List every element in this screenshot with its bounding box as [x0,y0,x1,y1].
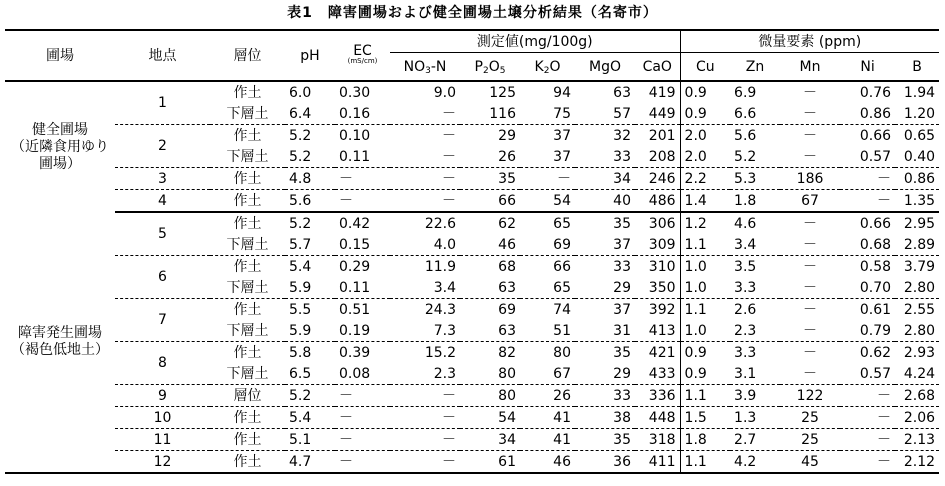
cao-cell: 306 [635,212,680,234]
mn-cell: － [780,277,840,299]
ni-cell: 0.62 [859,344,892,361]
b-cell: 2.68 [895,385,939,407]
mgo-cell: 35 [575,429,635,451]
mgo-cell: 35 [613,215,631,232]
b-cell: 2.55 [903,301,936,318]
zn-cell: 2.6 [734,301,757,318]
mgo-cell: 33 [575,146,635,168]
table-row [5,81,939,103]
header-measured: 測定値(mg/100g) [390,30,680,53]
b-cell: 2.95 [903,215,936,232]
k2o-cell: 46 [553,453,571,470]
mgo-cell: 31 [575,320,635,342]
table-row [5,125,939,147]
b-cell: 2.89 [895,234,939,256]
ni-cell: 0.76 [859,84,892,101]
b-cell: 0.65 [903,127,936,144]
table-title: 表1 障害圃場および健全圃場土壌分析結果（名寄市） [287,5,658,21]
cu-cell: 1.8 [680,429,730,451]
layer-cell: 作土 [233,84,262,101]
cao-cell: 350 [635,277,680,299]
site-cell: 2 [115,125,210,168]
ec-cell: 0.30 [339,84,371,101]
table-row [5,385,939,407]
b-cell: 3.79 [903,258,936,275]
site-cell: 10 [115,407,210,429]
table-row [5,407,939,429]
field-group-line: （近隣食用ゆり [11,138,109,155]
p2o5-cell: 46 [460,234,520,256]
mn-cell: － [780,146,840,168]
cu-cell: 0.9 [680,103,730,125]
zn-cell: 1.3 [730,407,780,429]
layer-cell: 作土 [210,168,285,190]
no3-cell: － [390,168,460,190]
header-ni: Ni [840,53,895,82]
mgo-cell: 34 [575,168,635,190]
p2o5-cell: 61 [498,453,516,470]
mn-cell: － [803,84,818,101]
no3-cell: 24.3 [424,301,456,318]
ec-cell: 0.16 [335,103,390,125]
table-row [5,256,939,278]
ph-cell: 5.6 [285,190,335,213]
zn-cell: 6.9 [734,84,757,101]
k2o-cell: 37 [553,127,571,144]
layer-cell: 作土 [233,453,262,470]
mgo-cell: 37 [575,234,635,256]
b-cell: 4.24 [895,363,939,385]
mn-cell: － [803,215,818,232]
zn-cell: 3.1 [730,363,780,385]
ec-cell: － [335,407,390,429]
cu-cell: 1.1 [684,453,707,470]
ph-cell: 6.5 [285,363,335,385]
k2o-cell: 26 [520,385,575,407]
no3-cell: － [390,190,460,213]
mgo-cell: 40 [575,190,635,213]
site-cell: 6 [115,256,210,299]
p2o5-cell: 63 [460,320,520,342]
p2o5-cell: 116 [460,103,520,125]
no3-cell: － [390,146,460,168]
site-cell: 4 [115,190,210,213]
cao-cell: 413 [635,320,680,342]
cu-cell: 1.4 [680,190,730,213]
field-group-line: （褐色低地土） [11,342,109,358]
b-cell: 2.12 [903,453,936,470]
cao-cell: 392 [635,299,680,321]
ph-cell: 5.7 [285,234,335,256]
layer-cell: 下層土 [210,320,285,342]
no3-cell: － [390,103,460,125]
p2o5-cell: 69 [498,301,516,318]
ec-cell: － [335,385,390,407]
no3-cell: － [442,127,456,144]
ni-cell: 0.79 [840,320,895,342]
cu-cell: 0.9 [680,363,730,385]
ni-cell: － [840,190,895,213]
mgo-cell: 29 [575,363,635,385]
cu-cell: 0.9 [684,84,707,101]
layer-cell: 下層土 [210,146,285,168]
no3-cell: 9.0 [433,84,456,101]
no3-cell: 2.3 [390,363,460,385]
layer-cell: 作土 [210,429,285,451]
no3-cell: － [390,385,460,407]
k2o-cell: 51 [520,320,575,342]
ph-cell: 5.2 [285,385,335,407]
mgo-cell: 32 [613,127,631,144]
ph-cell: 5.4 [289,258,312,275]
zn-cell: 6.6 [730,103,780,125]
mn-cell: － [780,103,840,125]
site-cell: 7 [115,299,210,342]
cao-cell: 310 [635,256,680,278]
mgo-cell: 33 [575,385,635,407]
field-group-label [5,81,115,212]
mgo-cell: 37 [613,301,631,318]
p2o5-cell: 26 [460,146,520,168]
layer-cell: 層位 [210,385,285,407]
header-cao: CaO [635,53,680,82]
site-cell: 5 [115,212,210,256]
cao-cell: 318 [635,429,680,451]
ph-cell: 4.7 [289,453,312,470]
p2o5-cell: 62 [498,215,516,232]
ec-cell: 0.11 [335,277,390,299]
ec-cell: － [335,168,390,190]
layer-cell: 作土 [233,344,262,361]
header-k2o: $K_2O$ [520,53,575,82]
header-site: 地点 [115,30,210,81]
header-layer: 層位 [210,30,285,81]
no3-cell: 22.6 [424,215,456,232]
header-ec [335,30,390,81]
ec-cell: － [339,453,353,470]
mn-cell: 25 [780,407,840,429]
ec-cell: 0.10 [339,127,371,144]
ni-cell: － [840,407,895,429]
cu-cell: 1.0 [684,258,707,275]
header-field: 圃場 [5,30,115,81]
k2o-cell: 69 [520,234,575,256]
k2o-cell: － [520,168,575,190]
layer-cell: 下層土 [210,277,285,299]
ec-cell: 0.11 [335,146,390,168]
ph-cell: 6.0 [289,84,312,101]
b-cell: 2.80 [895,277,939,299]
ni-cell: － [840,429,895,451]
ec-cell: 0.39 [339,344,371,361]
cu-cell: 1.1 [680,385,730,407]
ec-cell: 0.15 [335,234,390,256]
field-group-line: 圃場） [39,155,81,172]
site-cell: 1 [115,81,210,125]
no3-cell: 3.4 [390,277,460,299]
cu-cell: 1.0 [680,320,730,342]
cao-cell: 411 [635,451,680,474]
k2o-cell: 74 [553,301,571,318]
cao-cell: 448 [635,407,680,429]
field-group-line: 健全圃場 [32,121,88,138]
b-cell: 1.35 [895,190,939,213]
cao-cell: 419 [635,81,680,103]
header-cu: Cu [680,53,730,82]
cao-cell: 449 [635,103,680,125]
ec-cell: － [335,429,390,451]
cu-cell: 2.0 [684,127,707,144]
mgo-cell: 35 [613,344,631,361]
ph-cell: 6.4 [285,103,335,125]
zn-cell: 3.3 [730,277,780,299]
mgo-cell: 29 [575,277,635,299]
k2o-cell: 65 [520,277,575,299]
ph-cell: 5.4 [285,407,335,429]
k2o-cell: 65 [553,215,571,232]
k2o-cell: 66 [553,258,571,275]
site-cell: 11 [115,429,210,451]
no3-cell: 4.0 [390,234,460,256]
field-group-label [5,212,115,473]
ni-cell: 0.58 [859,258,892,275]
mn-cell: 25 [780,429,840,451]
zn-cell: 3.9 [730,385,780,407]
mn-cell: 186 [780,168,840,190]
layer-cell: 作土 [233,215,262,232]
table-row [5,429,939,451]
cao-cell: 433 [635,363,680,385]
mn-cell: 45 [801,453,819,470]
cu-cell: 1.1 [680,234,730,256]
b-cell: 0.86 [895,168,939,190]
zn-cell: 3.4 [730,234,780,256]
p2o5-cell: 82 [498,344,516,361]
cao-cell: 486 [635,190,680,213]
no3-cell: － [442,453,456,470]
table-row [5,342,939,364]
ni-cell: － [840,385,895,407]
cao-cell: 309 [635,234,680,256]
ni-cell: 0.57 [840,363,895,385]
mn-cell: － [780,320,840,342]
header-ec-unit: (mS/cm) [347,56,378,65]
table-row [5,190,939,213]
ec-cell: 0.08 [335,363,390,385]
cu-cell: 1.0 [680,277,730,299]
ph-cell: 5.8 [289,344,312,361]
mn-cell: － [780,234,840,256]
cao-cell: 201 [635,125,680,147]
table-row [5,212,939,234]
ec-cell: 0.19 [335,320,390,342]
mn-cell: － [803,301,818,318]
zn-cell: 4.2 [734,453,757,470]
zn-cell: 4.6 [734,215,757,232]
ni-cell: － [840,168,895,190]
k2o-cell: 54 [520,190,575,213]
k2o-cell: 37 [520,146,575,168]
k2o-cell: 75 [520,103,575,125]
b-cell: 2.80 [895,320,939,342]
ec-cell: 0.29 [339,258,371,275]
mgo-cell: 33 [613,258,631,275]
b-cell: 1.94 [903,84,936,101]
zn-cell: 1.8 [730,190,780,213]
ni-cell: 0.68 [840,234,895,256]
ni-cell: 0.66 [859,127,892,144]
mn-cell: － [803,344,818,361]
header-mn: Mn [780,53,840,82]
layer-cell: 作土 [233,301,262,318]
p2o5-cell: 80 [460,385,520,407]
site-cell: 9 [115,385,210,407]
no3-cell: － [390,407,460,429]
zn-cell: 3.5 [734,258,757,275]
k2o-cell: 67 [520,363,575,385]
ph-cell: 5.9 [285,277,335,299]
ec-cell: － [335,190,390,213]
layer-cell: 作土 [210,407,285,429]
ni-cell: － [877,453,892,470]
p2o5-cell: 63 [460,277,520,299]
k2o-cell: 80 [553,344,571,361]
layer-cell: 作土 [210,190,285,213]
ph-cell: 5.5 [289,301,312,318]
site-cell: 12 [153,453,172,470]
p2o5-cell: 34 [460,429,520,451]
p2o5-cell: 125 [489,84,516,101]
header-micro: 微量要素 (ppm) [680,30,939,53]
header-mgo: MgO [575,53,635,82]
mn-cell: 67 [780,190,840,213]
ph-cell: 5.9 [285,320,335,342]
soil-analysis-table [5,29,939,474]
table-row [5,299,939,321]
ph-cell: 5.2 [289,215,312,232]
mn-cell: － [803,258,818,275]
mgo-cell: 57 [575,103,635,125]
table-row [5,451,939,474]
b-cell: 1.20 [895,103,939,125]
k2o-cell: 41 [520,429,575,451]
ph-cell: 5.2 [285,146,335,168]
cu-cell: 2.0 [680,146,730,168]
header-ec-label: EC [353,42,372,59]
ec-cell: 0.51 [339,301,371,318]
ni-cell: 0.70 [840,277,895,299]
no3-cell: － [390,429,460,451]
layer-cell: 作土 [233,127,262,144]
zn-cell: 5.3 [730,168,780,190]
ni-cell: 0.66 [859,215,892,232]
ni-cell: 0.57 [840,146,895,168]
zn-cell: 2.3 [730,320,780,342]
no3-cell: 7.3 [390,320,460,342]
ph-cell: 5.1 [285,429,335,451]
header-b: B [895,53,939,82]
field-group-line: 障害発生圃場 [18,325,102,341]
layer-cell: 下層土 [210,363,285,385]
ph-cell: 5.2 [289,127,312,144]
header-p2o5: $P_2O_5$ [460,53,520,82]
site-cell: 8 [115,342,210,385]
site-cell: 3 [115,168,210,190]
layer-cell: 下層土 [210,234,285,256]
cu-cell: 1.5 [680,407,730,429]
b-cell: 2.93 [903,344,936,361]
b-cell: 0.40 [895,146,939,168]
ni-cell: 0.61 [859,301,892,318]
b-cell: 2.06 [895,407,939,429]
mn-cell: － [803,127,818,144]
cu-cell: 2.2 [680,168,730,190]
zn-cell: 5.6 [734,127,757,144]
p2o5-cell: 80 [460,363,520,385]
ec-cell: 0.42 [339,215,371,232]
zn-cell: 5.2 [730,146,780,168]
mn-cell: － [780,363,840,385]
no3-cell: 15.2 [424,344,456,361]
zn-cell: 2.7 [730,429,780,451]
k2o-cell: 41 [520,407,575,429]
cao-cell: 246 [635,168,680,190]
p2o5-cell: 66 [460,190,520,213]
header-zn: Zn [730,53,780,82]
mgo-cell: 36 [613,453,631,470]
zn-cell: 3.3 [734,344,757,361]
cao-cell: 336 [635,385,680,407]
p2o5-cell: 54 [460,407,520,429]
b-cell: 2.13 [895,429,939,451]
mgo-cell: 63 [613,84,631,101]
p2o5-cell: 68 [498,258,516,275]
mn-cell: 122 [780,385,840,407]
layer-cell: 下層土 [210,103,285,125]
header-ph: pH [285,30,335,81]
ni-cell: 0.86 [840,103,895,125]
cao-cell: 421 [635,342,680,364]
table-row [5,168,939,190]
layer-cell: 作土 [233,258,262,275]
k2o-cell: 94 [553,84,571,101]
ph-cell: 4.8 [285,168,335,190]
cu-cell: 0.9 [684,344,707,361]
table-body [5,81,939,473]
cu-cell: 1.1 [684,301,707,318]
header-no3: $NO_3-N$ [390,53,460,82]
p2o5-cell: 35 [460,168,520,190]
cu-cell: 1.2 [684,215,707,232]
cao-cell: 208 [635,146,680,168]
mgo-cell: 38 [575,407,635,429]
p2o5-cell: 29 [498,127,516,144]
no3-cell: 11.9 [424,258,456,275]
